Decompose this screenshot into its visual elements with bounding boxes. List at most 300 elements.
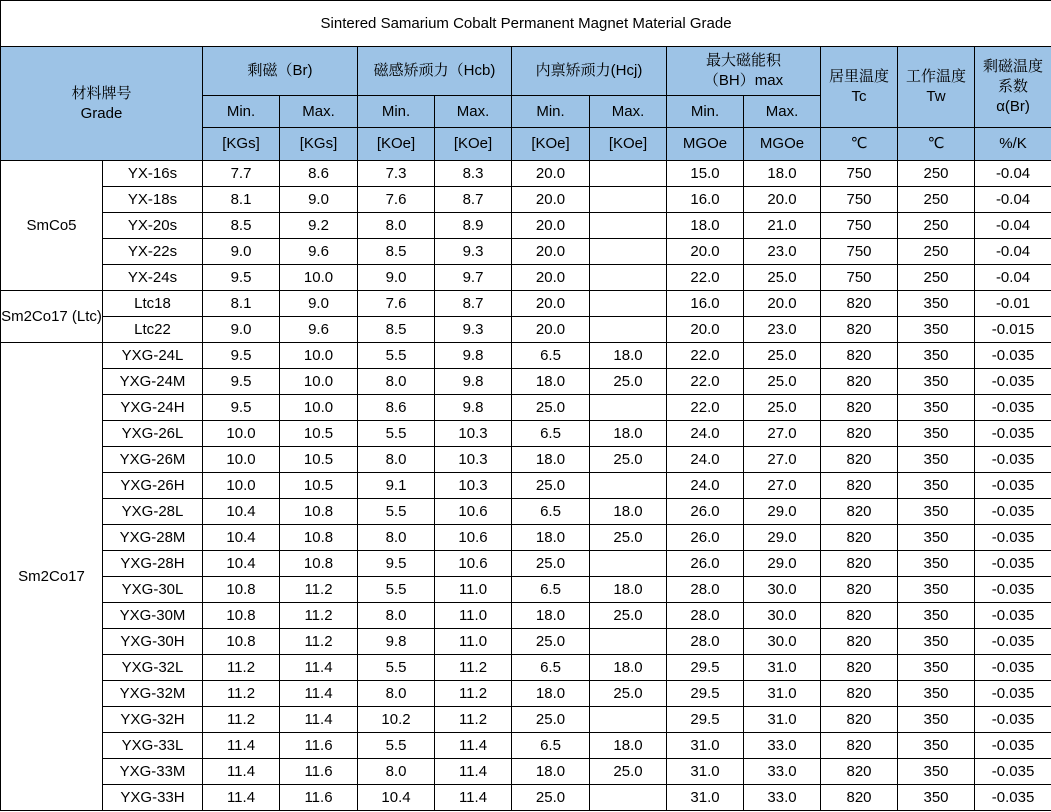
- br-min-cell: 10.4: [203, 551, 280, 577]
- bh-max-cell: 27.0: [744, 473, 821, 499]
- bh-header: 最大磁能积 （BH）max: [667, 47, 821, 96]
- alpha-cell: -0.035: [975, 577, 1051, 603]
- hcb-min-cell: 8.0: [358, 447, 435, 473]
- br-min-cell: 8.1: [203, 187, 280, 213]
- br-max-cell: 11.4: [280, 707, 358, 733]
- br-min-cell: 11.2: [203, 707, 280, 733]
- tw-cell: 350: [898, 499, 975, 525]
- bh-max-cell: 27.0: [744, 421, 821, 447]
- alpha-cell: -0.04: [975, 213, 1051, 239]
- hcb-min-cell: 8.0: [358, 603, 435, 629]
- br-max-cell: 10.0: [280, 369, 358, 395]
- table-row: [1, 395, 1051, 421]
- hcj-min-cell: 20.0: [512, 161, 590, 187]
- grade-cell: YX-20s: [103, 213, 203, 239]
- hcb-min-cell: 10.4: [358, 785, 435, 811]
- bh-max-cell: 27.0: [744, 447, 821, 473]
- br-min-cell: 11.2: [203, 655, 280, 681]
- hcj-max-cell: [590, 213, 667, 239]
- tc-cell: 820: [821, 577, 898, 603]
- hcb-min-cell: 5.5: [358, 421, 435, 447]
- hcb-max-cell: 8.3: [435, 161, 512, 187]
- alpha-cell: -0.04: [975, 161, 1051, 187]
- hcb-max-cell: 11.2: [435, 707, 512, 733]
- alpha-cell: -0.035: [975, 499, 1051, 525]
- bh-min-cell: 28.0: [667, 603, 744, 629]
- br-min-cell: 11.2: [203, 681, 280, 707]
- tw-cell: 350: [898, 317, 975, 343]
- hcb-min-cell: 8.0: [358, 213, 435, 239]
- tw-cell: 350: [898, 629, 975, 655]
- tw-cell: 250: [898, 187, 975, 213]
- br-max-cell: 9.0: [280, 291, 358, 317]
- bh-min-cell: 29.5: [667, 707, 744, 733]
- tw-cell: 350: [898, 785, 975, 811]
- hcb-min-cell: 9.8: [358, 629, 435, 655]
- table-row: [1, 733, 1051, 759]
- hcj-min-cell: 18.0: [512, 447, 590, 473]
- table-row: [1, 317, 1051, 343]
- br-max-cell: 11.4: [280, 681, 358, 707]
- table-row: [1, 681, 1051, 707]
- table-row: [1, 265, 1051, 291]
- hcj-min-cell: 25.0: [512, 629, 590, 655]
- alpha-cell: -0.035: [975, 473, 1051, 499]
- table-row: [1, 343, 1051, 369]
- alpha-cell: -0.035: [975, 395, 1051, 421]
- hcj-min-cell: 25.0: [512, 395, 590, 421]
- bh-min-cell: 24.0: [667, 421, 744, 447]
- hcj-min-cell: 6.5: [512, 733, 590, 759]
- hcb-max-cell: 9.8: [435, 369, 512, 395]
- tw-cell: 350: [898, 421, 975, 447]
- br-max-cell: 10.5: [280, 473, 358, 499]
- tc-cell: 820: [821, 525, 898, 551]
- br-max-cell: 10.5: [280, 447, 358, 473]
- tc-cell: 820: [821, 655, 898, 681]
- hcj-min-cell: 20.0: [512, 239, 590, 265]
- tc-cell: 820: [821, 551, 898, 577]
- tc-cell: 820: [821, 447, 898, 473]
- tw-header: 工作温度 Tw: [898, 47, 975, 128]
- alpha-cell: -0.035: [975, 655, 1051, 681]
- bh-min-cell: 20.0: [667, 239, 744, 265]
- bh-max-cell: 30.0: [744, 629, 821, 655]
- hcb-min-cell: 5.5: [358, 499, 435, 525]
- grade-cell: YX-22s: [103, 239, 203, 265]
- tw-unit: ℃: [898, 128, 975, 161]
- hcb-max-cell: 10.6: [435, 525, 512, 551]
- br-min-cell: 10.8: [203, 603, 280, 629]
- alpha-cell: -0.035: [975, 759, 1051, 785]
- br-min-cell: 11.4: [203, 759, 280, 785]
- hcb-min-cell: 5.5: [358, 655, 435, 681]
- alpha-cell: -0.035: [975, 525, 1051, 551]
- br-min-cell: 10.0: [203, 421, 280, 447]
- grade-cell: YXG-30H: [103, 629, 203, 655]
- bh-min-cell: 16.0: [667, 291, 744, 317]
- bh-min-cell: 22.0: [667, 265, 744, 291]
- hcb-max-cell: 10.3: [435, 447, 512, 473]
- br-min-cell: 10.8: [203, 629, 280, 655]
- hcj-max-unit: [KOe]: [590, 128, 667, 161]
- hcj-max-cell: [590, 473, 667, 499]
- hcj-max-cell: [590, 551, 667, 577]
- table-row: [1, 421, 1051, 447]
- bh-max-cell: 20.0: [744, 291, 821, 317]
- hcb-max-cell: 9.3: [435, 239, 512, 265]
- hcb-min-cell: 10.2: [358, 707, 435, 733]
- grade-cell: YXG-24M: [103, 369, 203, 395]
- bh-min-cell: 29.5: [667, 681, 744, 707]
- hcb-min-cell: 9.5: [358, 551, 435, 577]
- table-row: [1, 603, 1051, 629]
- br-max-cell: 11.6: [280, 759, 358, 785]
- hcj-min-cell: 20.0: [512, 265, 590, 291]
- table-row: [1, 707, 1051, 733]
- br-max-cell: 10.5: [280, 421, 358, 447]
- hcb-max-cell: 11.0: [435, 629, 512, 655]
- grade-cell: YXG-32L: [103, 655, 203, 681]
- table-title: Sintered Samarium Cobalt Permanent Magnet Material Grade: [1, 1, 1051, 47]
- hcb-max-header: Max.: [435, 96, 512, 128]
- table-row: [1, 291, 1051, 317]
- bh-max-cell: 31.0: [744, 707, 821, 733]
- br-max-unit: [KGs]: [280, 128, 358, 161]
- tc-cell: 820: [821, 421, 898, 447]
- bh-min-unit: MGOe: [667, 128, 744, 161]
- bh-max-cell: 33.0: [744, 733, 821, 759]
- hcj-min-cell: 6.5: [512, 577, 590, 603]
- br-min-cell: 10.0: [203, 447, 280, 473]
- hcj-max-cell: 25.0: [590, 525, 667, 551]
- hcb-max-unit: [KOe]: [435, 128, 512, 161]
- br-min-cell: 9.0: [203, 239, 280, 265]
- br-max-cell: 10.8: [280, 551, 358, 577]
- table-row: [1, 213, 1051, 239]
- hcj-min-cell: 20.0: [512, 213, 590, 239]
- grade-cell: YXG-30M: [103, 603, 203, 629]
- group-name-cell: SmCo5: [1, 161, 103, 291]
- br-max-cell: 9.2: [280, 213, 358, 239]
- hcb-min-cell: 5.5: [358, 577, 435, 603]
- br-min-header: Min.: [203, 96, 280, 128]
- bh-min-cell: 26.0: [667, 499, 744, 525]
- bh-max-cell: 20.0: [744, 187, 821, 213]
- bh-min-cell: 26.0: [667, 525, 744, 551]
- hcb-min-cell: 9.0: [358, 265, 435, 291]
- alpha-cell: -0.035: [975, 733, 1051, 759]
- grade-cell: YXG-26H: [103, 473, 203, 499]
- tw-cell: 350: [898, 473, 975, 499]
- hcj-max-cell: 18.0: [590, 421, 667, 447]
- bh-min-header: Min.: [667, 96, 744, 128]
- tc-cell: 820: [821, 291, 898, 317]
- br-max-cell: 9.0: [280, 187, 358, 213]
- alpha-header: 剩磁温度 系数 α(Br): [975, 47, 1051, 128]
- bh-min-cell: 16.0: [667, 187, 744, 213]
- tw-cell: 350: [898, 395, 975, 421]
- tc-cell: 820: [821, 785, 898, 811]
- tc-cell: 750: [821, 187, 898, 213]
- br-max-cell: 8.6: [280, 161, 358, 187]
- bh-max-cell: 33.0: [744, 785, 821, 811]
- br-min-cell: 7.7: [203, 161, 280, 187]
- tc-cell: 750: [821, 265, 898, 291]
- group-name-cell: Sm2Co17 (Ltc): [1, 291, 103, 343]
- hcb-min-unit: [KOe]: [358, 128, 435, 161]
- br-min-cell: 10.4: [203, 499, 280, 525]
- hcj-max-header: Max.: [590, 96, 667, 128]
- tw-cell: 350: [898, 551, 975, 577]
- hcb-max-cell: 11.4: [435, 733, 512, 759]
- hcb-min-cell: 8.5: [358, 239, 435, 265]
- hcj-min-cell: 18.0: [512, 369, 590, 395]
- hcb-header: 磁感矫顽力（Hcb): [358, 47, 512, 96]
- br-min-cell: 10.4: [203, 525, 280, 551]
- tc-cell: 750: [821, 213, 898, 239]
- grade-header: 材料牌号 Grade: [1, 47, 203, 161]
- br-min-cell: 9.5: [203, 395, 280, 421]
- alpha-cell: -0.035: [975, 421, 1051, 447]
- bh-max-cell: 23.0: [744, 239, 821, 265]
- hcj-max-cell: [590, 161, 667, 187]
- bh-max-cell: 25.0: [744, 369, 821, 395]
- br-min-cell: 8.1: [203, 291, 280, 317]
- table-row: [1, 577, 1051, 603]
- bh-max-cell: 25.0: [744, 395, 821, 421]
- hcj-max-cell: 25.0: [590, 447, 667, 473]
- br-max-cell: 11.2: [280, 577, 358, 603]
- table-row: [1, 759, 1051, 785]
- hcb-min-cell: 8.6: [358, 395, 435, 421]
- tc-cell: 820: [821, 733, 898, 759]
- bh-max-cell: 31.0: [744, 681, 821, 707]
- tc-cell: 820: [821, 473, 898, 499]
- bh-max-cell: 31.0: [744, 655, 821, 681]
- hcj-min-cell: 20.0: [512, 187, 590, 213]
- tc-cell: 750: [821, 239, 898, 265]
- grade-cell: YXG-33M: [103, 759, 203, 785]
- br-min-unit: [KGs]: [203, 128, 280, 161]
- br-max-cell: 9.6: [280, 239, 358, 265]
- bh-max-cell: 25.0: [744, 265, 821, 291]
- tc-unit: ℃: [821, 128, 898, 161]
- bh-min-cell: 28.0: [667, 629, 744, 655]
- tw-cell: 350: [898, 655, 975, 681]
- alpha-cell: -0.035: [975, 629, 1051, 655]
- hcb-max-cell: 8.7: [435, 187, 512, 213]
- br-max-cell: 10.0: [280, 265, 358, 291]
- bh-max-cell: 29.0: [744, 525, 821, 551]
- bh-min-cell: 28.0: [667, 577, 744, 603]
- hcj-max-cell: 25.0: [590, 603, 667, 629]
- br-min-cell: 9.0: [203, 317, 280, 343]
- hcj-min-cell: 25.0: [512, 473, 590, 499]
- hcb-max-cell: 10.3: [435, 421, 512, 447]
- bh-max-cell: 29.0: [744, 499, 821, 525]
- alpha-cell: -0.04: [975, 239, 1051, 265]
- grade-cell: Ltc18: [103, 291, 203, 317]
- bh-max-unit: MGOe: [744, 128, 821, 161]
- grade-cell: YX-16s: [103, 161, 203, 187]
- br-min-cell: 8.5: [203, 213, 280, 239]
- alpha-cell: -0.015: [975, 317, 1051, 343]
- tw-cell: 350: [898, 343, 975, 369]
- table-row: [1, 629, 1051, 655]
- alpha-cell: -0.035: [975, 681, 1051, 707]
- grade-cell: YXG-32H: [103, 707, 203, 733]
- hcj-min-cell: 20.0: [512, 317, 590, 343]
- br-max-header: Max.: [280, 96, 358, 128]
- grade-cell: YXG-24H: [103, 395, 203, 421]
- grade-cell: YXG-28H: [103, 551, 203, 577]
- tw-cell: 350: [898, 681, 975, 707]
- hcb-max-cell: 9.8: [435, 395, 512, 421]
- br-min-cell: 10.0: [203, 473, 280, 499]
- hcj-max-cell: 25.0: [590, 369, 667, 395]
- tc-cell: 820: [821, 317, 898, 343]
- bh-min-cell: 24.0: [667, 447, 744, 473]
- bh-min-cell: 22.0: [667, 369, 744, 395]
- bh-max-cell: 29.0: [744, 551, 821, 577]
- bh-max-cell: 21.0: [744, 213, 821, 239]
- table-row: [1, 551, 1051, 577]
- tc-cell: 820: [821, 629, 898, 655]
- hcb-max-cell: 9.3: [435, 317, 512, 343]
- br-min-cell: 9.5: [203, 343, 280, 369]
- br-min-cell: 11.4: [203, 785, 280, 811]
- alpha-cell: -0.035: [975, 343, 1051, 369]
- hcb-max-cell: 10.6: [435, 499, 512, 525]
- br-max-cell: 11.2: [280, 629, 358, 655]
- alpha-cell: -0.035: [975, 447, 1051, 473]
- hcj-max-cell: 18.0: [590, 733, 667, 759]
- alpha-unit: %/K: [975, 128, 1051, 161]
- tw-cell: 350: [898, 369, 975, 395]
- tc-cell: 820: [821, 603, 898, 629]
- group-name-cell: Sm2Co17: [1, 343, 103, 811]
- hcj-max-cell: 18.0: [590, 655, 667, 681]
- table-row: [1, 473, 1051, 499]
- tw-cell: 350: [898, 525, 975, 551]
- hcb-min-cell: 5.5: [358, 343, 435, 369]
- bh-min-cell: 22.0: [667, 343, 744, 369]
- grade-cell: YXG-28M: [103, 525, 203, 551]
- br-max-cell: 11.6: [280, 733, 358, 759]
- hcb-max-cell: 8.7: [435, 291, 512, 317]
- hcj-max-cell: [590, 187, 667, 213]
- alpha-cell: -0.035: [975, 707, 1051, 733]
- tw-cell: 350: [898, 577, 975, 603]
- hcj-max-cell: [590, 395, 667, 421]
- table-row: [1, 655, 1051, 681]
- grade-cell: YXG-28L: [103, 499, 203, 525]
- hcb-max-cell: 11.0: [435, 577, 512, 603]
- tw-cell: 250: [898, 213, 975, 239]
- br-max-cell: 9.6: [280, 317, 358, 343]
- br-min-cell: 9.5: [203, 369, 280, 395]
- hcj-header: 内禀矫顽力(Hcj): [512, 47, 667, 96]
- tw-cell: 350: [898, 707, 975, 733]
- bh-max-cell: 18.0: [744, 161, 821, 187]
- bh-min-cell: 15.0: [667, 161, 744, 187]
- hcj-max-cell: 25.0: [590, 681, 667, 707]
- hcb-max-cell: 10.3: [435, 473, 512, 499]
- hcj-max-cell: [590, 317, 667, 343]
- hcj-min-cell: 25.0: [512, 785, 590, 811]
- hcb-min-cell: 8.5: [358, 317, 435, 343]
- tc-cell: 820: [821, 759, 898, 785]
- hcj-min-cell: 18.0: [512, 525, 590, 551]
- hcj-max-cell: [590, 785, 667, 811]
- bh-max-cell: 23.0: [744, 317, 821, 343]
- grade-cell: YXG-33H: [103, 785, 203, 811]
- hcj-min-cell: 6.5: [512, 499, 590, 525]
- bh-min-cell: 20.0: [667, 317, 744, 343]
- grade-cell: YXG-30L: [103, 577, 203, 603]
- tw-cell: 250: [898, 239, 975, 265]
- hcj-min-cell: 18.0: [512, 603, 590, 629]
- hcj-min-cell: 20.0: [512, 291, 590, 317]
- tw-cell: 250: [898, 161, 975, 187]
- bh-max-cell: 30.0: [744, 603, 821, 629]
- bh-min-cell: 31.0: [667, 759, 744, 785]
- hcb-min-cell: 7.6: [358, 187, 435, 213]
- bh-max-cell: 33.0: [744, 759, 821, 785]
- hcj-max-cell: [590, 629, 667, 655]
- br-header: 剩磁（Br): [203, 47, 358, 96]
- table-row: [1, 369, 1051, 395]
- hcj-max-cell: [590, 291, 667, 317]
- bh-min-cell: 31.0: [667, 733, 744, 759]
- hcj-min-cell: 6.5: [512, 343, 590, 369]
- bh-max-header: Max.: [744, 96, 821, 128]
- hcb-max-cell: 9.8: [435, 343, 512, 369]
- hcb-min-cell: 8.0: [358, 681, 435, 707]
- alpha-cell: -0.035: [975, 551, 1051, 577]
- br-max-cell: 10.8: [280, 499, 358, 525]
- hcj-min-cell: 6.5: [512, 421, 590, 447]
- grade-cell: YXG-26M: [103, 447, 203, 473]
- br-max-cell: 10.0: [280, 343, 358, 369]
- hcb-min-cell: 8.0: [358, 525, 435, 551]
- bh-min-cell: 18.0: [667, 213, 744, 239]
- table-row: [1, 525, 1051, 551]
- hcb-min-cell: 5.5: [358, 733, 435, 759]
- bh-min-cell: 22.0: [667, 395, 744, 421]
- table-row: [1, 187, 1051, 213]
- bh-min-cell: 26.0: [667, 551, 744, 577]
- alpha-cell: -0.035: [975, 603, 1051, 629]
- bh-min-cell: 31.0: [667, 785, 744, 811]
- tw-cell: 250: [898, 265, 975, 291]
- grade-cell: YX-24s: [103, 265, 203, 291]
- tc-cell: 820: [821, 707, 898, 733]
- br-max-cell: 10.0: [280, 395, 358, 421]
- table-row: [1, 447, 1051, 473]
- bh-min-cell: 29.5: [667, 655, 744, 681]
- br-max-cell: 11.2: [280, 603, 358, 629]
- tw-cell: 350: [898, 733, 975, 759]
- hcb-max-cell: 11.4: [435, 785, 512, 811]
- hcb-max-cell: 11.2: [435, 681, 512, 707]
- bh-min-cell: 24.0: [667, 473, 744, 499]
- table-row: [1, 785, 1051, 811]
- alpha-cell: -0.01: [975, 291, 1051, 317]
- tw-cell: 350: [898, 759, 975, 785]
- grade-cell: YX-18s: [103, 187, 203, 213]
